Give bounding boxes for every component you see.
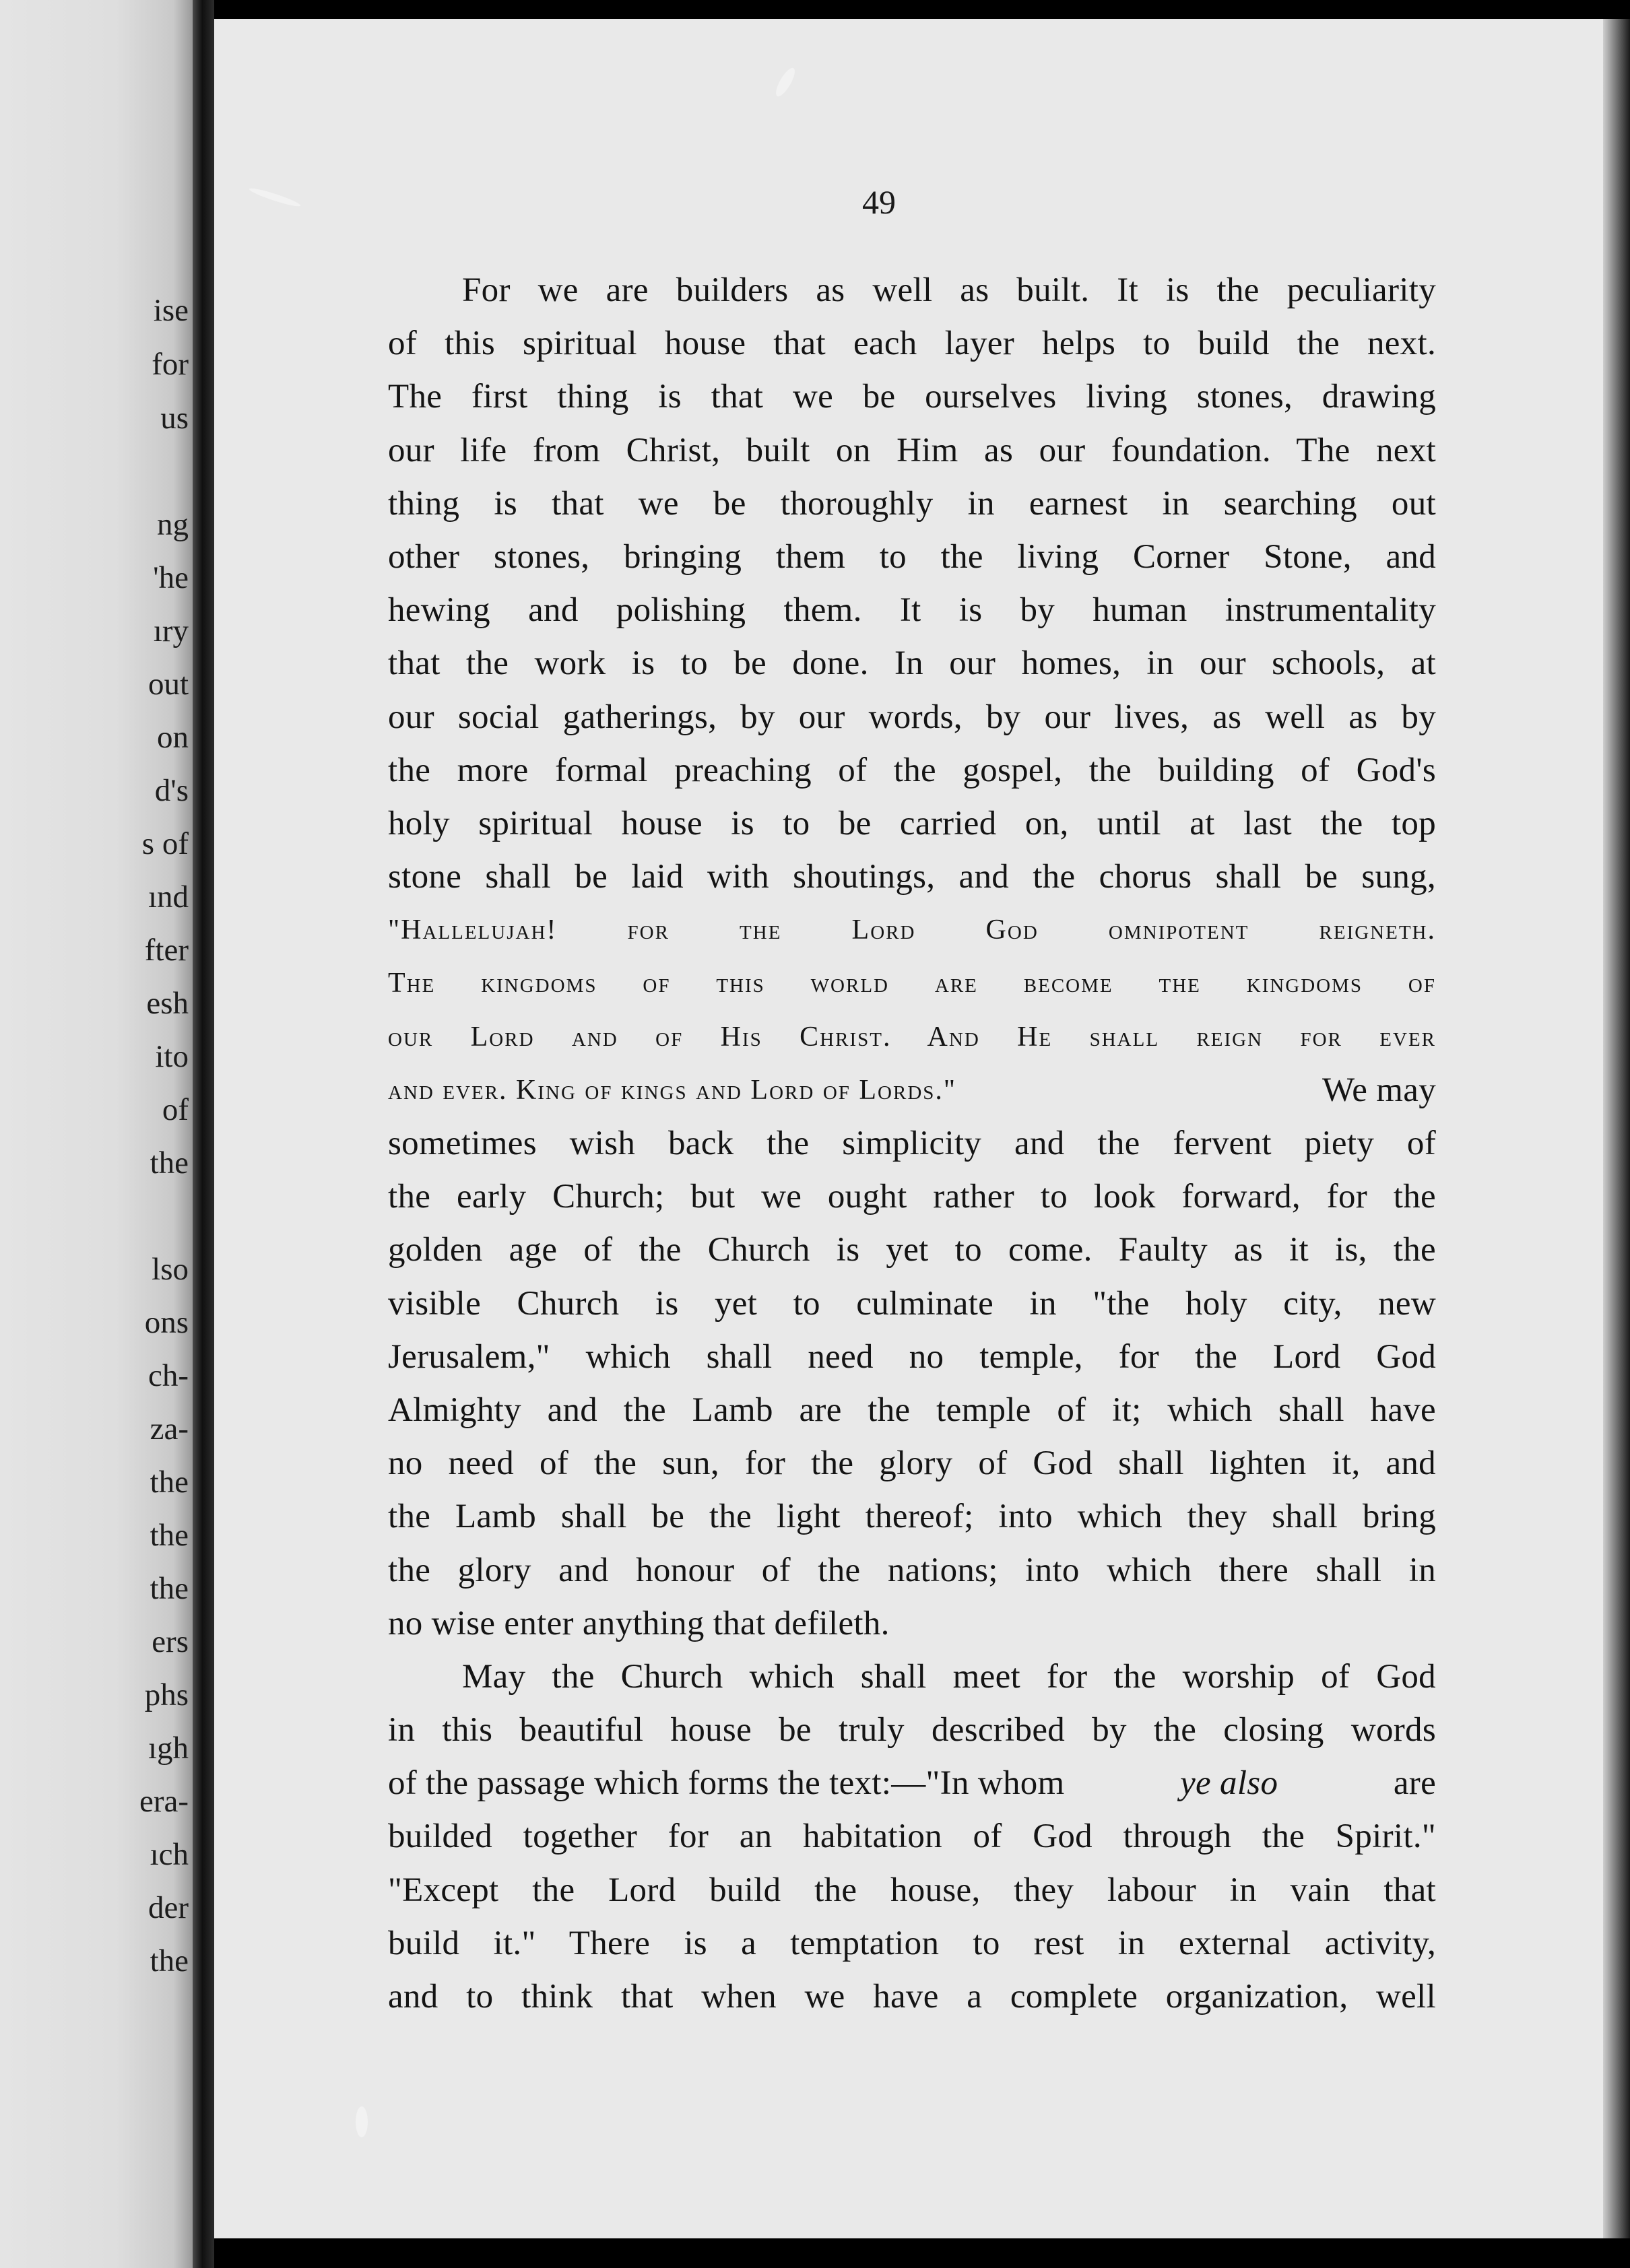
text-line: that the work is to be done. In our homes, in our schools, at	[388, 644, 1436, 683]
left-page-fragment: esh	[146, 986, 189, 1021]
text-line: visible Church is yet to culminate in "the holy city, new	[388, 1284, 1436, 1323]
italic-emphasis: ye also	[1180, 1764, 1278, 1803]
text-line	[388, 1757, 1436, 1810]
quoted-scripture-line: "Hallelujah! for the Lord God omnipotent reigneth.	[388, 914, 1436, 946]
text-line: build it." There is a temptation to rest in external activity,	[388, 1924, 1436, 1962]
scan-speck	[773, 65, 798, 99]
left-page-fragment: of	[162, 1092, 189, 1127]
left-page-fragment: the	[150, 1943, 189, 1978]
text-line: May the Church which shall meet for the worship of God	[462, 1657, 1436, 1696]
left-page-fragment: phs	[144, 1677, 189, 1712]
left-page-fragment: s of	[141, 826, 189, 861]
left-page-fragment: ng	[157, 507, 189, 542]
text-line: Jerusalem," which shall need no temple, for the Lord God	[388, 1337, 1436, 1376]
page-edge-shadow	[1603, 19, 1630, 2238]
text-line: no wise enter anything that defileth.	[388, 1604, 890, 1642]
text-line: our life from Christ, built on Him as our foundation. The next	[388, 431, 1436, 469]
text-line: the glory and honour of the nations; into which there shall in	[388, 1551, 1436, 1589]
left-page-fragment: ers	[152, 1624, 189, 1659]
text-fragment: are	[1393, 1764, 1436, 1803]
text-line: of this spiritual house that each layer helps to build the next.	[388, 325, 1436, 363]
quoted-scripture-end: and ever. King of kings and Lord of Lords."	[388, 1074, 957, 1106]
text-line: and to think that when we have a complete organization, well	[388, 1978, 1436, 2015]
text-line: the Lamb shall be the light thereof; into which they shall bring	[388, 1498, 1436, 1536]
left-page-fragment: for	[152, 347, 189, 382]
scan-speck	[248, 186, 301, 209]
text-line: thing is that we be thoroughly in earnest in searching out	[388, 484, 1436, 523]
left-page-fragment: ıry	[153, 613, 189, 648]
text-line: our social gatherings, by our words, by our lives, as well as by	[388, 698, 1436, 736]
left-page-fragment: ıgh	[148, 1731, 189, 1766]
left-page-fragment: era-	[139, 1784, 189, 1819]
left-page-fragment: fter	[144, 933, 189, 968]
text-line: golden age of the Church is yet to come. Faulty as it is, the	[388, 1231, 1436, 1269]
text-line: sometimes wish back the simplicity and the fervent piety of	[388, 1125, 1436, 1162]
left-page-fragment: 'he	[153, 560, 189, 595]
left-page-fragment: ıch	[150, 1837, 189, 1872]
left-page-fragment: ito	[155, 1039, 189, 1074]
text-line: The first thing is that we be ourselves living stones, drawing	[388, 378, 1436, 416]
left-page-fragment: ons	[144, 1305, 189, 1340]
text-line: Almighty and the Lamb are the temple of it; which shall have	[388, 1391, 1436, 1429]
text-line: no need of the sun, for the glory of God shall lighten it, and	[388, 1444, 1436, 1483]
text-line: holy spiritual house is to be carried on, until at last the top	[388, 804, 1436, 842]
left-page-fragment: the	[150, 1145, 189, 1180]
left-page-fragment: the	[150, 1571, 189, 1606]
text-line: the more formal preaching of the gospel, the building of God's	[388, 751, 1436, 789]
left-page-fragment: out	[148, 667, 189, 702]
page-number: 49	[862, 183, 896, 221]
text-line: the early Church; but we ought rather to look forward, for the	[388, 1178, 1436, 1216]
left-page-fragment: on	[157, 720, 189, 755]
left-page-fragment: ınd	[148, 879, 189, 914]
quoted-scripture-line: our Lord and of His Christ. And He shall reign for ever	[388, 1021, 1436, 1053]
left-page-fragment: ise	[153, 293, 189, 328]
text-line: other stones, bringing them to the living Corner Stone, and	[388, 537, 1436, 576]
left-page-fragment: the	[150, 1465, 189, 1500]
book-gutter	[193, 0, 214, 2268]
left-page-fragment: za-	[150, 1411, 189, 1446]
text-line: For we are builders as well as built. It is the peculiarity	[462, 271, 1436, 309]
text-line	[388, 1064, 1436, 1117]
text-line: stone shall be laid with shoutings, and the chorus shall be sung,	[388, 858, 1436, 896]
body-text	[388, 264, 1436, 2024]
left-page-fragment: d's	[154, 773, 189, 808]
scan-speck	[356, 2106, 368, 2137]
text-line: builded together for an habitation of God through the Spirit."	[388, 1817, 1436, 1856]
text-line: in this beautiful house be truly described by the closing words	[388, 1711, 1436, 1749]
previous-page-edge	[0, 0, 193, 2268]
left-page-fragment: the	[150, 1518, 189, 1553]
text-fragment: of the passage which forms the text:—"In whom	[388, 1764, 1065, 1803]
left-page-fragment: der	[148, 1890, 189, 1925]
left-page-fragment: lso	[152, 1252, 189, 1287]
left-page-fragment: us	[160, 401, 189, 436]
quoted-scripture-line: The kingdoms of this world are become the kingdoms of	[388, 968, 1436, 999]
left-page-fragment: ch-	[148, 1358, 189, 1393]
text-line: "Except the Lord build the house, they labour in vain that	[388, 1871, 1436, 1909]
text-fragment: We may	[1322, 1071, 1436, 1109]
text-line: hewing and polishing them. It is by human instrumentality	[388, 591, 1436, 630]
